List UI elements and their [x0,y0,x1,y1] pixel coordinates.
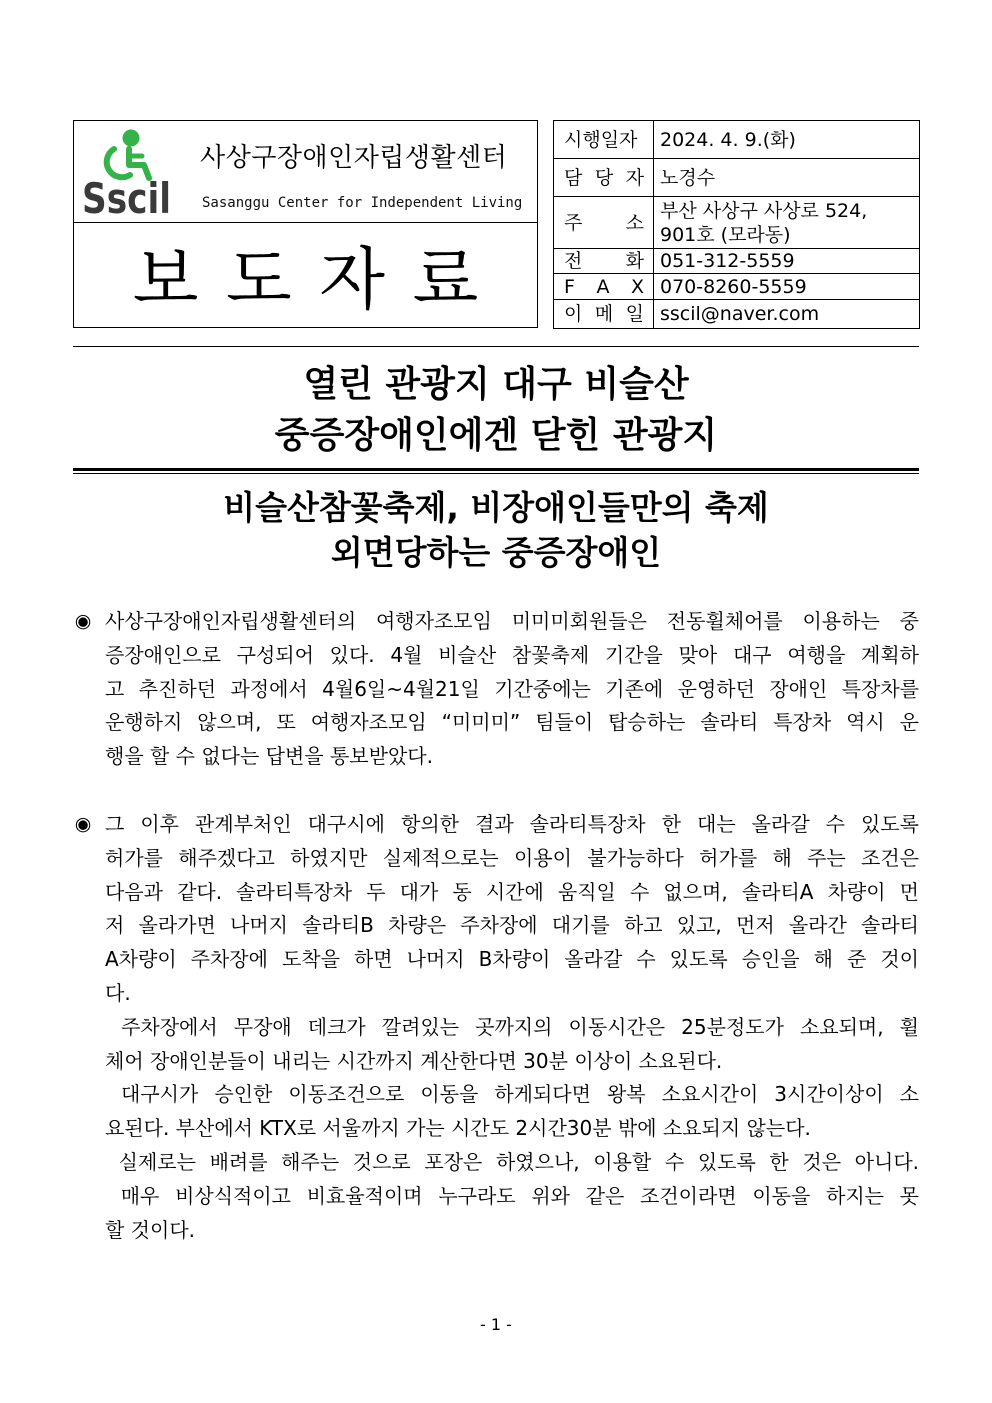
text-line: 매우 비상식적이고 비효율적이며 누구라도 위와 같은 조건이라면 이동을 하지는 못 [105,1183,919,1208]
headline [73,359,919,461]
release-date: 2024. 4. 9.(화) [654,121,920,159]
double-divider [73,468,919,474]
page-number: - 1 - [480,1315,512,1334]
address [654,197,920,249]
email-address: sscil@naver.com [654,300,920,329]
text-line: A차량이 주차장에 도착을 하면 나머지 B차량이 올라갈 수 있도록 승인을 해 준 것이 [105,947,919,972]
organization-box [73,120,538,328]
text-line: 운행하지 않으며, 또 여행자조모임 “미미미” 팀들이 탑승하는 솔라티 특장차 역시 운 [105,710,919,735]
wheelchair-icon [107,130,149,179]
text-line: 실제로는 배려를 해주는 것으로 포장은 하였으나, 이용할 수 있도록 한 것은 아니다. [105,1149,919,1174]
release-info-table [553,120,920,329]
text-line: 대구시가 승인한 이동조건으로 이동을 하게되다면 왕복 소요시간이 3시간이상이 소 [105,1082,919,1107]
text-line: 다. [105,980,131,1005]
subheadline-line: 외면당하는 중증장애인 [330,533,662,572]
document-type-heading: 보 도 자 료 [132,241,479,320]
text-line: 다음과 같다. 솔라티특장차 두 대가 동 시간에 움직일 수 없으며, 솔라티A 차량이 먼 [105,879,919,904]
subheadline-line: 비슬산참꽃축제, 비장애인들만의 축제 [223,488,769,527]
info-label-phone: 전 화 [554,249,654,274]
text-line: 그 이후 관계부처인 대구시에 항의한 결과 솔라티특장차 한 대는 올라갈 수 있도록 [105,812,919,836]
bullet-icon: ◉ [74,813,92,835]
contact-person: 노경수 [654,159,920,197]
info-row-fax [554,274,920,300]
logo-wordmark: Sscil [82,174,171,223]
info-label-email: 이 메 일 [554,300,654,329]
headline-line: 열린 관광지 대구 비슬산 [303,364,689,405]
text-line: 행을 할 수 없다는 답변을 통보받았다. [105,744,433,769]
text-line: 요된다. 부산에서 KTX로 서울까지 가는 시간도 2시간30분 밖에 소요되지 않는다. [105,1116,811,1141]
text-line: 고 추진하던 과정에서 4월6일~4월21일 기간중에는 기존에 운영하던 장애인 특장차를 [105,676,919,701]
info-row-address [554,197,920,249]
text-line: 체어 장애인분들이 내리는 시간까지 계산한다면 30분 이상이 소요된다. [105,1048,723,1073]
info-label-fax: F A X [554,274,654,300]
info-row-phone [554,249,920,274]
divider [73,346,919,347]
text-line: 주차장에서 무장애 데크가 깔려있는 곳까지의 이동시간은 25분정도가 소요되며, 휠 [105,1014,919,1039]
info-label-contact-person: 담 당 자 [554,159,654,197]
organization-name-korean: 사상구장애인자립생활센터 [200,143,508,173]
bullet-icon: ◉ [74,610,92,632]
fax-number: 070-8260-5559 [654,274,920,300]
organization-name-english: Sasanggu Center for Independent Living [202,195,523,211]
address-line: 부산 사상구 사상로 524, [660,199,868,222]
info-label-address: 주 소 [554,197,654,249]
body-paragraph [73,808,919,1247]
organization-banner [74,121,537,223]
info-label-date: 시행일자 [554,121,654,159]
text-line: 사상구장애인자립생활센터의 여행자조모임 미미미회원들은 전동휠체어를 이용하는 중 [105,609,919,633]
paragraph-text [105,808,919,1247]
organization-logo [81,128,173,223]
text-line: 저 올라가면 나머지 솔라티B 차량은 주차장에 대기를 하고 있고, 먼저 올라간 솔라티 [105,913,919,938]
info-row-email [554,300,920,329]
paragraph-text [105,605,919,774]
text-line: 허가를 해주겠다고 하였지만 실제적으로는 이용이 불가능하다 허가를 해 주는 조건은 [105,845,919,870]
body-paragraph [73,605,919,774]
text-line: 할 것이다. [105,1217,195,1242]
headline-line: 중증장애인에겐 닫힌 관광지 [274,415,718,456]
info-row-contact-person [554,159,920,197]
subheadline [73,485,919,575]
info-row-date [554,121,920,159]
address-line: 901호 (모라동) [660,223,791,246]
text-line: 증장애인으로 구성되어 있다. 4월 비슬산 참꽃축제 기간을 맞아 대구 여행을 계획하 [105,642,919,667]
phone-number: 051-312-5559 [654,249,920,274]
